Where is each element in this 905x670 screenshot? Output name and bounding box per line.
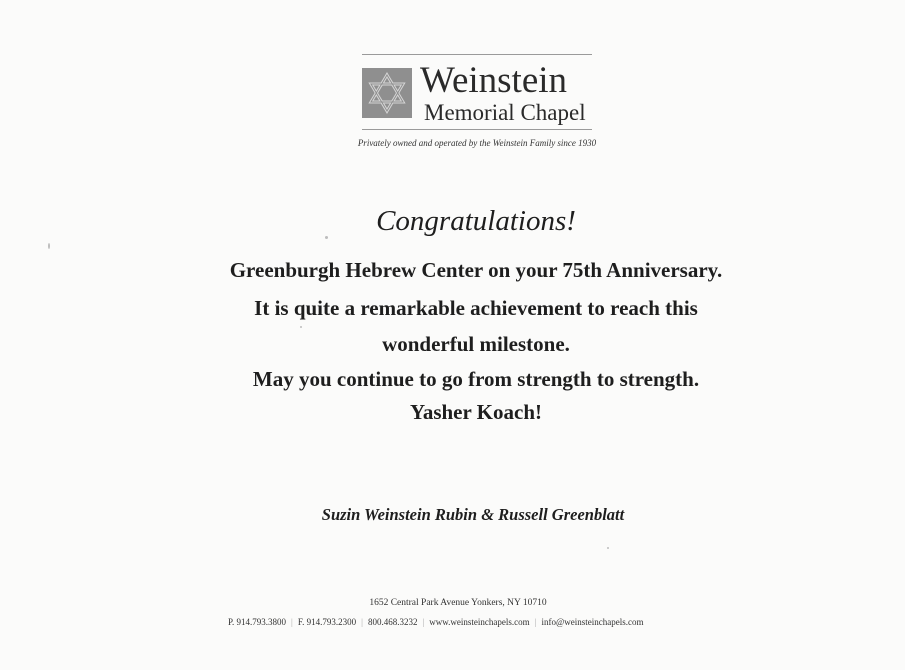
footer-tollfree: 800.468.3232 bbox=[367, 617, 418, 627]
footer-separator: | bbox=[534, 617, 537, 627]
message-line: May you continue to go from strength to strength. bbox=[252, 367, 700, 391]
message-line: wonderful milestone. bbox=[382, 332, 570, 356]
scan-speck bbox=[325, 236, 328, 239]
message-line: It is quite a remarkable achievement to reach this bbox=[254, 296, 698, 320]
star-of-david-icon bbox=[362, 68, 412, 118]
brand-name: Weinstein bbox=[420, 60, 568, 101]
scan-speck bbox=[300, 326, 302, 328]
message-line: Greenburgh Hebrew Center on your 75th Anniversary. bbox=[229, 258, 723, 282]
footer-address: 1652 Central Park Avenue Yonkers, NY 10710 bbox=[369, 598, 547, 608]
footer-email: info@weinsteinchapels.com bbox=[541, 617, 644, 627]
footer-separator: | bbox=[291, 617, 293, 627]
letterhead-bottom-rule bbox=[362, 129, 592, 130]
footer-separator: | bbox=[361, 617, 363, 627]
signature-line: Suzin Weinstein Rubin & Russell Greenblatt bbox=[321, 505, 625, 524]
letterhead bbox=[357, 54, 597, 150]
footer-phone: P. 914.793.3800 bbox=[228, 617, 287, 627]
scan-speck bbox=[48, 243, 50, 249]
footer-contact bbox=[228, 617, 688, 627]
brand-subname: Memorial Chapel bbox=[424, 100, 586, 125]
footer-fax: F. 914.793.2300 bbox=[297, 617, 357, 627]
message-line: Yasher Koach! bbox=[409, 400, 543, 424]
footer-separator: | bbox=[422, 617, 425, 627]
congratulations-heading: Congratulations! bbox=[376, 205, 576, 237]
letterhead-top-rule bbox=[362, 54, 592, 55]
scan-speck bbox=[607, 547, 609, 549]
letterhead-tagline: Privately owned and operated by the Weinstein Family since 1930 bbox=[357, 138, 597, 148]
footer-website: www.weinsteinchapels.com bbox=[429, 617, 530, 627]
